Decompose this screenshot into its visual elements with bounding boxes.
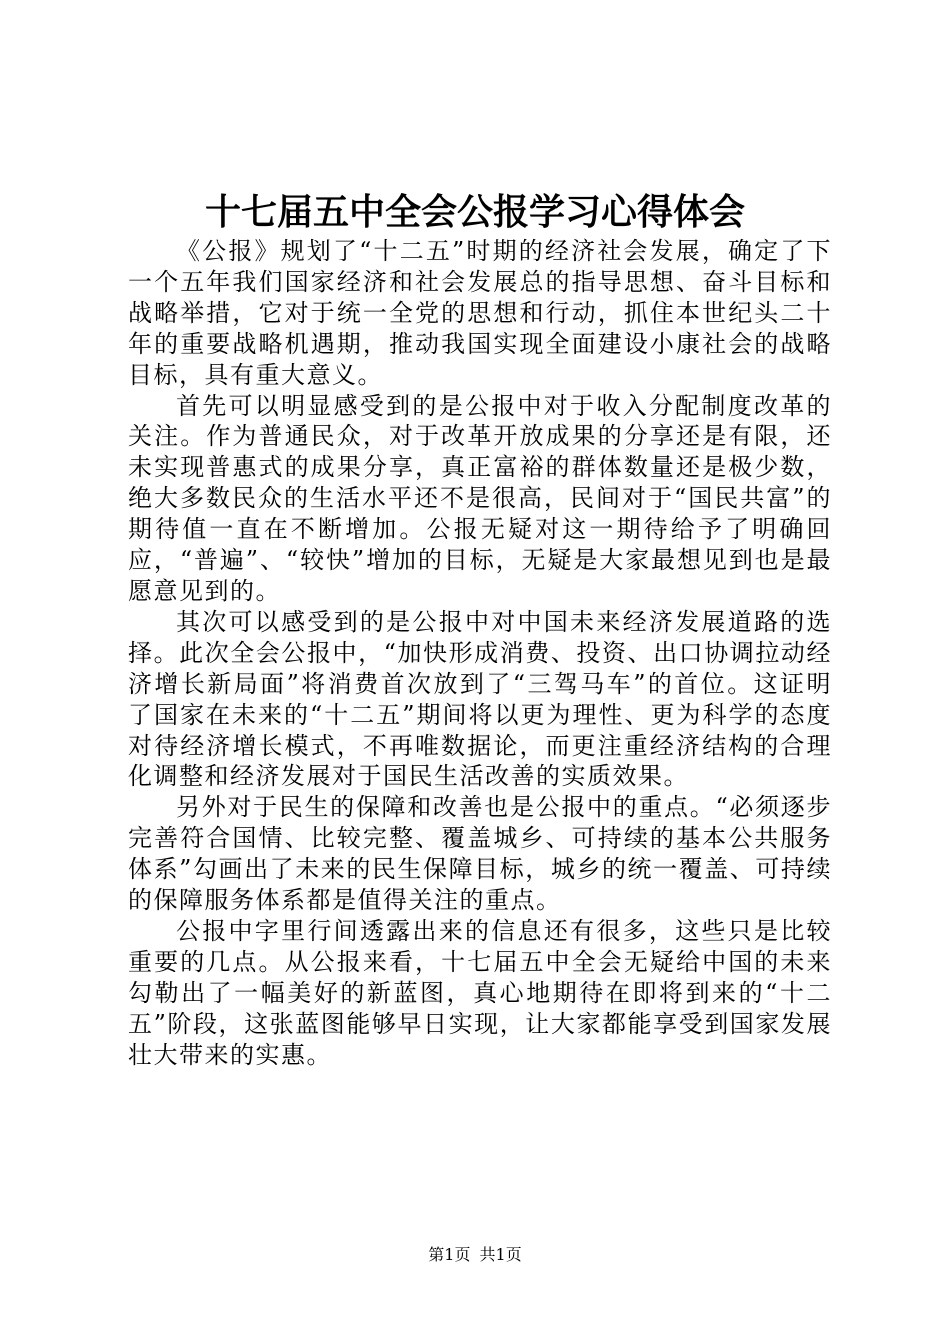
page-footer <box>0 1244 950 1266</box>
paragraph: 《公报》规划了“十二五”时期的经济社会发展，确定了下一个五年我们国家经济和社会发展总的指导思想、奋斗目标和战略举措，它对于统一全党的思想和行动，抓住本世纪头二十年的重要战略机遇期，推动我国实现全面建设小康社会的战略目标，具有重大意义。 <box>128 237 832 389</box>
document-body <box>128 236 832 1070</box>
paragraph: 另外对于民生的保障和改善也是公报中的重点。“必须逐步完善符合国情、比较完整、覆盖城乡、可持续的基本公共服务体系”勾画出了未来的民生保障目标，城乡的统一覆盖、可持续的保障服务体系都是值得关注的重点。 <box>128 793 832 915</box>
page-total: 共1页 <box>479 1245 522 1264</box>
paragraph: 其次可以感受到的是公报中对中国未来经济发展道路的选择。此次全会公报中，“加快形成消费、投资、出口协调拉动经济增长新局面”将消费首次放到了“三驾马车”的首位。这证明了国家在未来的“十二五”期间将以更为理性、更为科学的态度对待经济增长模式，不再唯数据论，而更注重经济结构的合理化调整和经济发展对于国民生活改善的实质效果。 <box>128 607 832 791</box>
paragraph: 公报中字里行间透露出来的信息还有很多，这些只是比较重要的几点。从公报来看，十七届五中全会无疑给中国的未来勾勒出了一幅美好的新蓝图，真心地期待在即将到来的“十二五”阶段，这张蓝图能够早日实现，让大家都能享受到国家发展壮大带来的实惠。 <box>128 916 832 1069</box>
paragraph: 首先可以明显感受到的是公报中对于收入分配制度改革的关注。作为普通民众，对于改革开放成果的分享还是有限，还未实现普惠式的成果分享，真正富裕的群体数量还是极少数，绝大多数民众的生活水平还不是很高，民间对于“国民共富”的期待值一直在不断增加。公报无疑对这一期待给予了明确回应，“普遍”、“较快”增加的目标，无疑是大家最想见到也是最愿意见到的。 <box>128 391 832 605</box>
page-number: 第1页 <box>428 1245 471 1264</box>
document-title: 十七届五中全会公报学习心得体会 <box>204 191 745 233</box>
